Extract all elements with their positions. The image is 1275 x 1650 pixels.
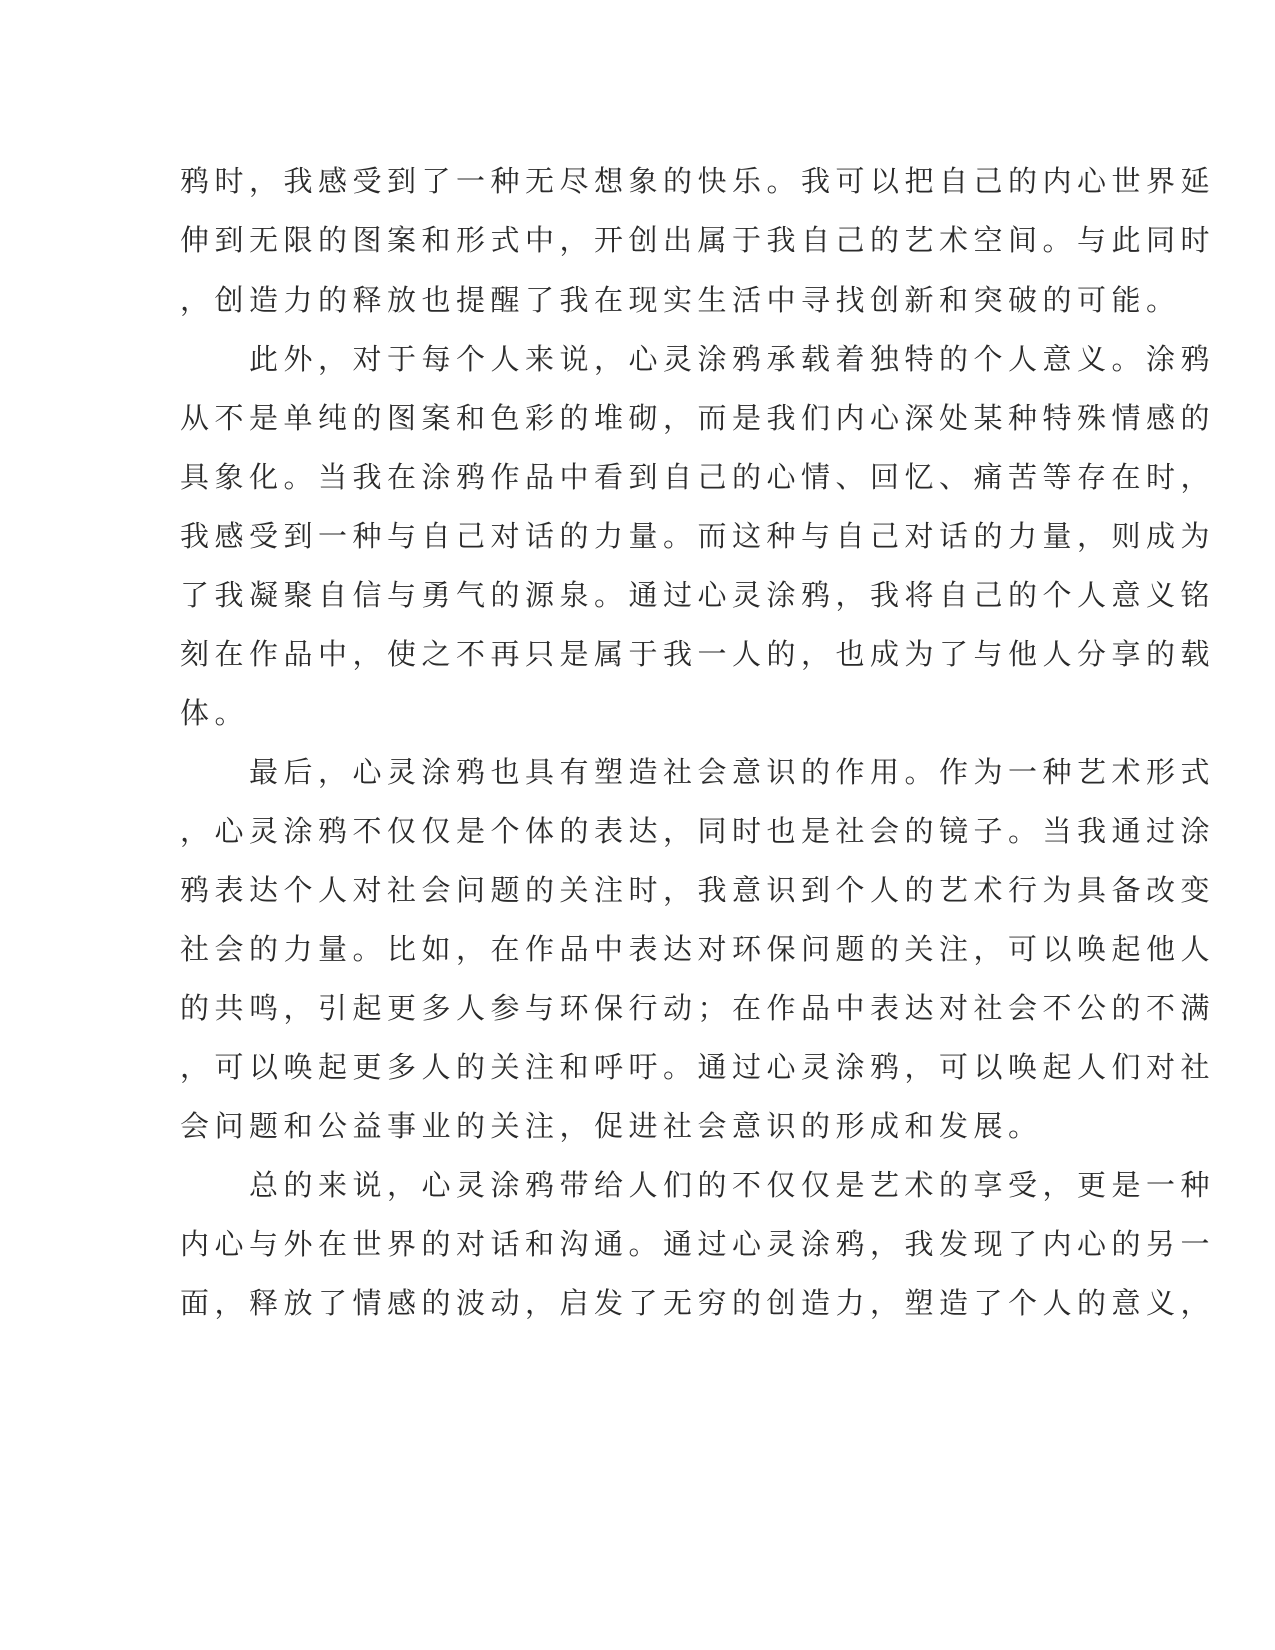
- text-line: 从不是单纯的图案和色彩的堆砌，而是我们内心深处某种特殊情感的: [180, 401, 1216, 435]
- text-line: 我感受到一种与自己对话的力量。而这种与自己对话的力量，则成为: [180, 519, 1216, 553]
- text-line: 鸦表达个人对社会问题的关注时，我意识到个人的艺术行为具备改变: [180, 873, 1216, 907]
- text-line: 了我凝聚自信与勇气的源泉。通过心灵涂鸦，我将自己的个人意义铭: [180, 578, 1216, 612]
- text-line: 社会的力量。比如，在作品中表达对环保问题的关注，可以唤起他人: [180, 932, 1216, 966]
- text-line: 最后，心灵涂鸦也具有塑造社会意识的作用。作为一种艺术形式: [180, 755, 1216, 789]
- text-line: 的共鸣，引起更多人参与环保行动；在作品中表达对社会不公的不满: [180, 991, 1216, 1025]
- text-line: 伸到无限的图案和形式中，开创出属于我自己的艺术空间。与此同时: [180, 223, 1216, 257]
- text-line: 此外，对于每个人来说，心灵涂鸦承载着独特的个人意义。涂鸦: [180, 342, 1216, 376]
- text-line: 内心与外在世界的对话和沟通。通过心灵涂鸦，我发现了内心的另一: [180, 1227, 1216, 1261]
- text-line: ，心灵涂鸦不仅仅是个体的表达，同时也是社会的镜子。当我通过涂: [180, 814, 1216, 848]
- text-line: 面，释放了情感的波动，启发了无穷的创造力，塑造了个人的意义，: [180, 1286, 1216, 1320]
- text-line: 体。: [180, 696, 250, 730]
- text-line: ，可以唤起更多人的关注和呼吁。通过心灵涂鸦，可以唤起人们对社: [180, 1050, 1216, 1084]
- text-line: 会问题和公益事业的关注，促进社会意识的形成和发展。: [180, 1109, 1043, 1143]
- text-line: 总的来说，心灵涂鸦带给人们的不仅仅是艺术的享受，更是一种: [180, 1168, 1216, 1202]
- text-line: 鸦时，我感受到了一种无尽想象的快乐。我可以把自己的内心世界延: [180, 164, 1216, 198]
- text-line: ，创造力的释放也提醒了我在现实生活中寻找创新和突破的可能。: [180, 283, 1181, 317]
- text-line: 刻在作品中，使之不再只是属于我一人的，也成为了与他人分享的载: [180, 637, 1216, 671]
- text-line: 具象化。当我在涂鸦作品中看到自己的心情、回忆、痛苦等存在时，: [180, 460, 1216, 494]
